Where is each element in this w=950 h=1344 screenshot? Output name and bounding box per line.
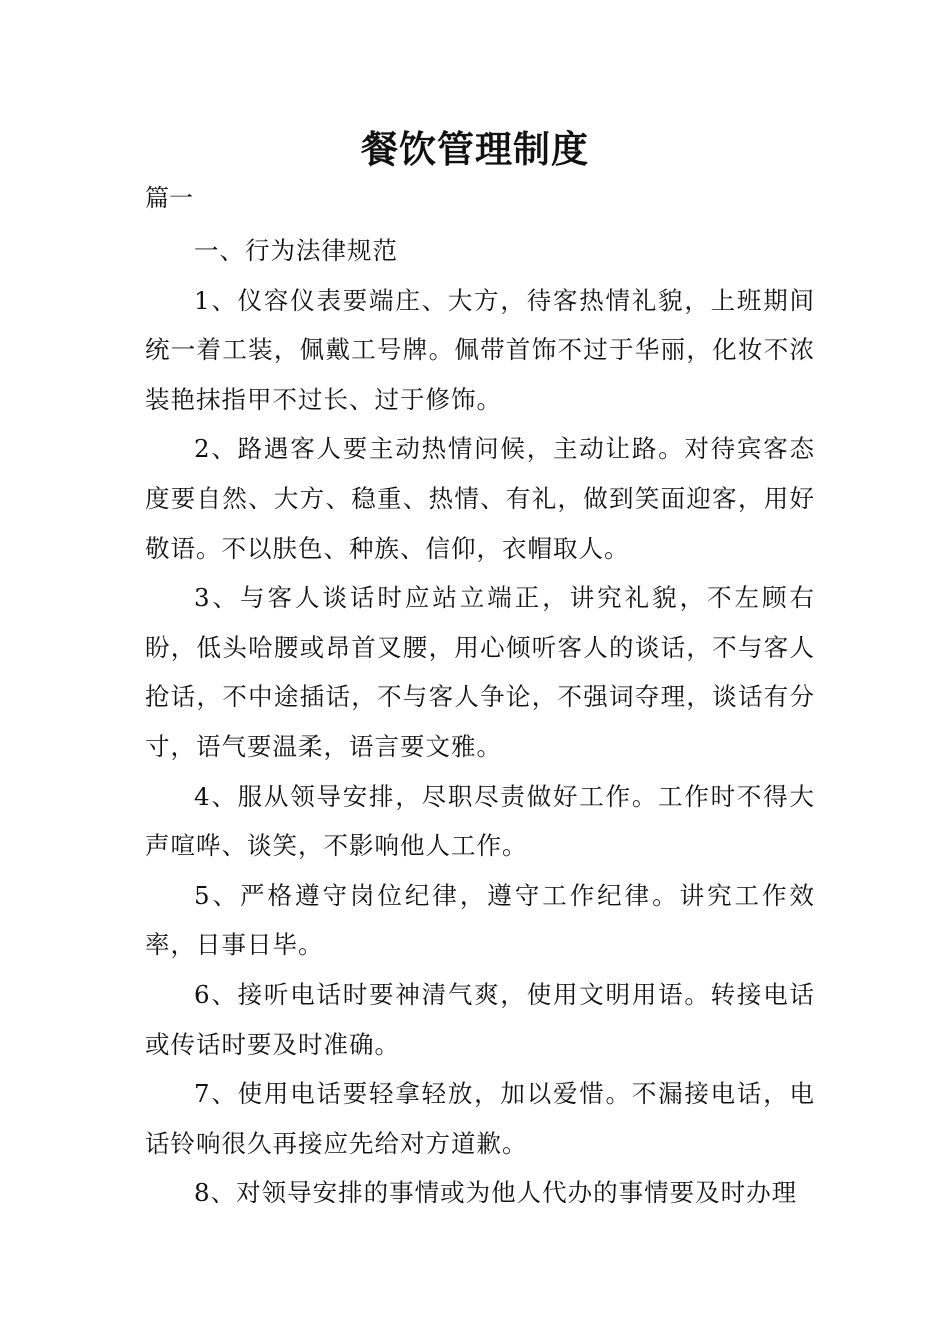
paragraph-heading-1: 一、行为法律规范	[194, 236, 398, 265]
paragraph-item-6: 6、接听电话时要神清气爽，使用文明用语。转接电话或传话时要及时准确。	[145, 979, 815, 1059]
paragraph-item-3: 3、与客人谈话时应站立端正，讲究礼貌，不左顾右盼，低头哈腰或昂首叉腰，用心倾听客人的谈话，不与客人抢话，不中途插话，不与客人争论，不强词夺理，谈话有分寸，语气要温柔，语言要文雅。	[145, 583, 815, 761]
document-body	[145, 226, 815, 1218]
paragraph-item-8: 8、对领导安排的事情或为他人代办的事情要及时办理	[194, 1178, 798, 1208]
section-label: 篇一	[145, 184, 193, 212]
document-title: 餐饮管理制度	[361, 128, 589, 171]
paragraph-item-5: 5、严格遵守岗位纪律，遵守工作纪律。讲究工作效率，日事日毕。	[145, 880, 815, 960]
paragraph-item-4: 4、服从领导安排，尽职尽责做好工作。工作时不得大声喧哗、谈笑，不影响他人工作。	[145, 781, 815, 861]
paragraph-item-1: 1、仪容仪表要端庄、大方，待客热情礼貌，上班期间统一着工装，佩戴工号牌。佩带首饰不过于华丽，化妆不浓装艳抹指甲不过长、过于修饰。	[145, 285, 815, 414]
paragraph-item-7: 7、使用电话要轻拿轻放，加以爱惜。不漏接电话，电话铃响很久再接应先给对方道歉。	[145, 1079, 815, 1158]
paragraph-item-2: 2、路遇客人要主动热情问候，主动让路。对待宾客态度要自然、大方、稳重、热情、有礼，做到笑面迎客，用好敬语。不以肤色、种族、信仰，衣帽取人。	[145, 434, 815, 563]
